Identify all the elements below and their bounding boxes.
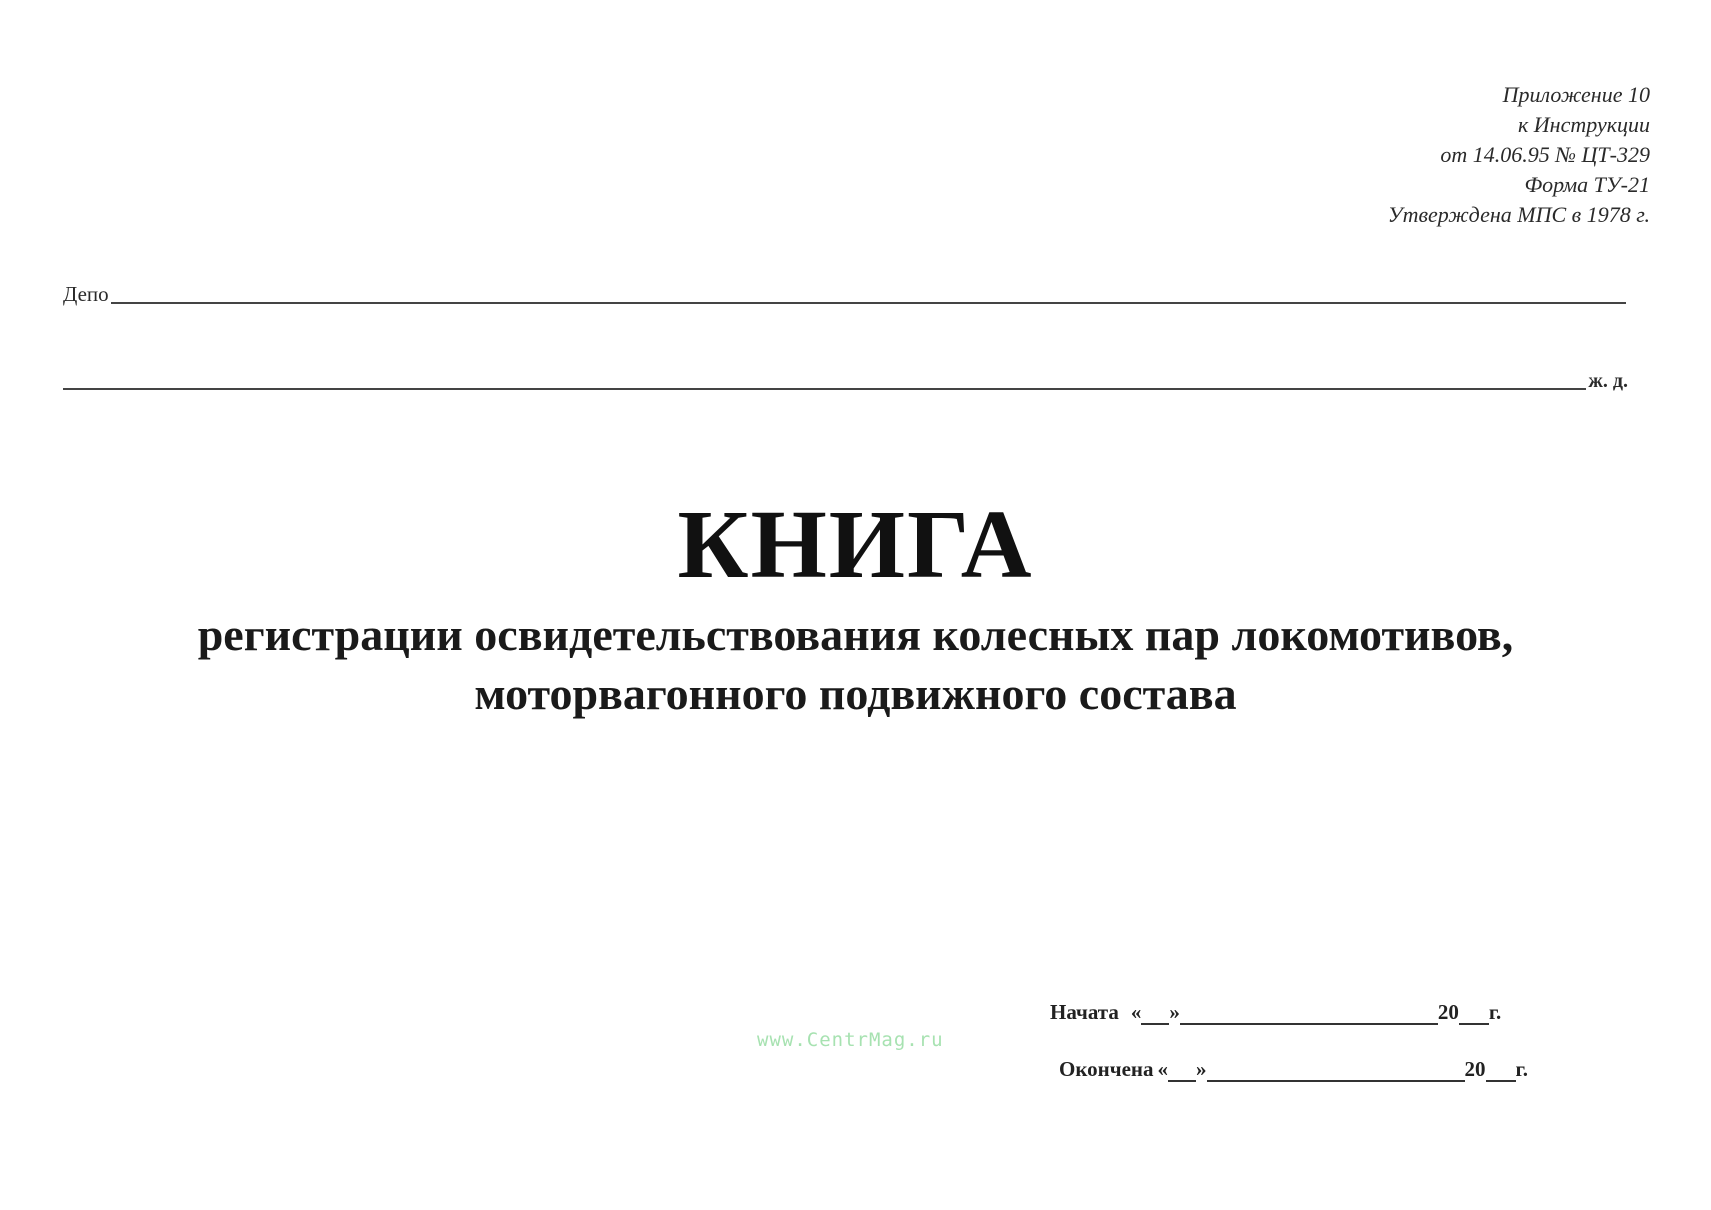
century-text: 20 — [1437, 1000, 1459, 1024]
approval-date-number: от 14.06.95 № ЦТ-329 — [1440, 142, 1650, 167]
day-blank — [1141, 1005, 1169, 1025]
book-subtitle — [0, 605, 1711, 723]
close-quote: » — [1169, 1000, 1180, 1024]
open-quote: « — [1157, 1057, 1169, 1081]
approval-approved: Утверждена МПС в 1978 г. — [1387, 202, 1650, 227]
open-quote: « — [1130, 1000, 1142, 1024]
approval-appendix: Приложение 10 — [1502, 82, 1650, 107]
year-blank — [1486, 1062, 1516, 1082]
year-suffix: г. — [1515, 1057, 1528, 1081]
subtitle-line-1: регистрации освидетельствования колесных пар локомотивов, — [197, 609, 1514, 660]
depo-label: Депо — [63, 282, 109, 306]
century-text: 20 — [1464, 1057, 1486, 1081]
started-label: Начата — [1050, 1000, 1119, 1024]
started-date-row — [1050, 1000, 1570, 1025]
railway-field — [63, 370, 1628, 393]
railway-label: ж. д. — [1588, 370, 1628, 392]
ended-date-row — [1059, 1057, 1579, 1082]
year-blank — [1459, 1005, 1489, 1025]
day-blank — [1168, 1062, 1196, 1082]
approval-instruction: к Инструкции — [1517, 112, 1650, 137]
book-title: КНИГА — [677, 491, 1034, 599]
railway-line — [63, 388, 1586, 390]
watermark: www.CentrMag.ru — [757, 1029, 944, 1051]
month-blank — [1180, 1005, 1438, 1025]
close-quote: » — [1196, 1057, 1207, 1081]
depo-line — [111, 302, 1626, 304]
subtitle-line-2: моторвагонного подвижного состава — [474, 668, 1237, 719]
ended-label: Окончена — [1059, 1057, 1154, 1081]
approval-block — [1388, 80, 1650, 230]
depo-field — [63, 282, 1626, 307]
month-blank — [1207, 1062, 1465, 1082]
year-suffix: г. — [1488, 1000, 1502, 1024]
approval-form: Форма ТУ-21 — [1524, 172, 1650, 197]
